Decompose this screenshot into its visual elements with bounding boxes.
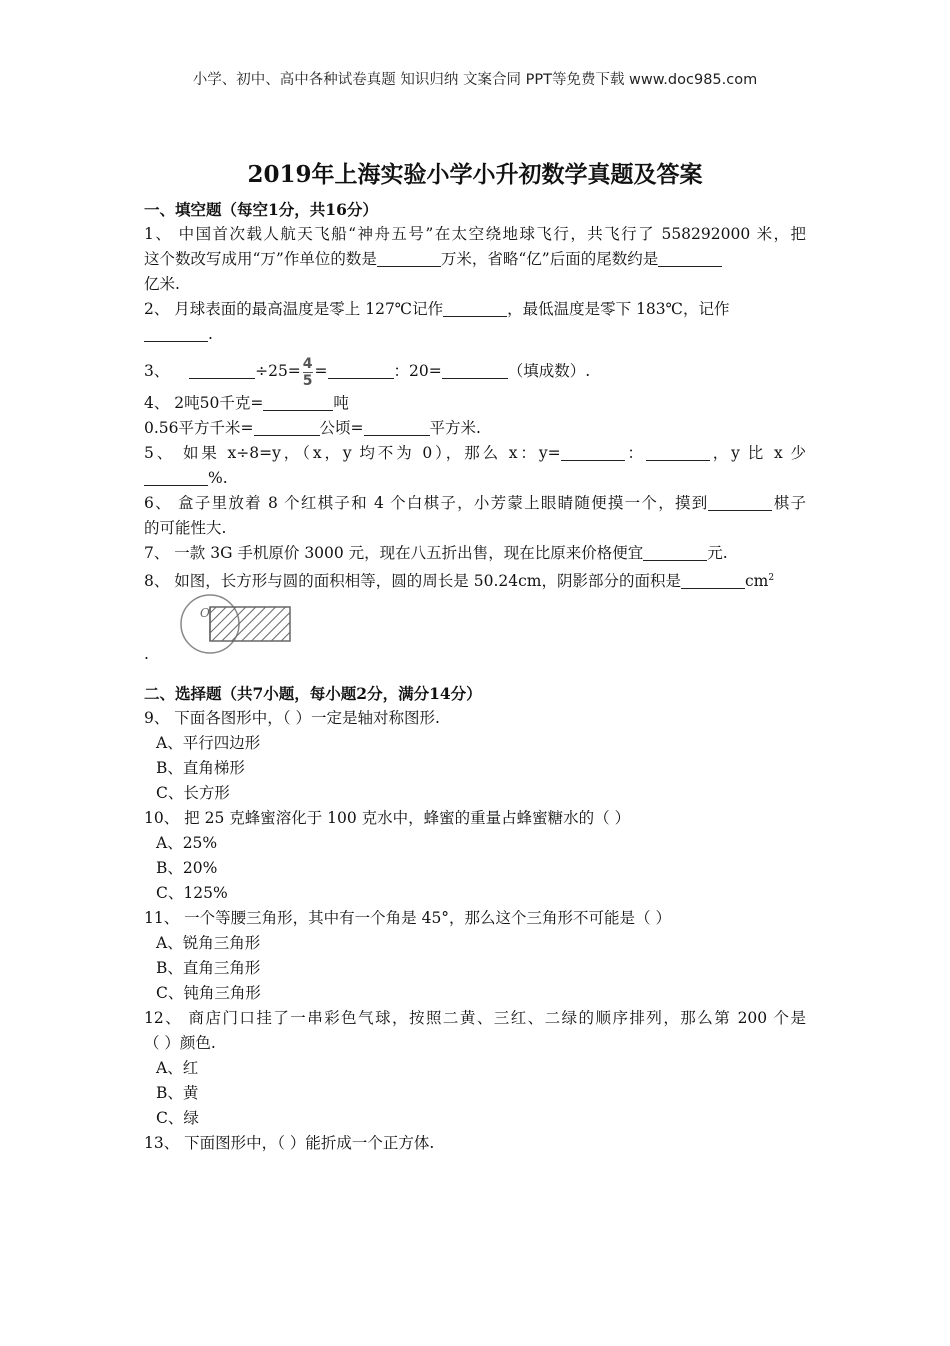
q11-option-c[interactable]: C、钝角三角形	[156, 984, 261, 1002]
q1-line3: 亿米.	[144, 275, 180, 293]
q3-suffix: （填成数）.	[507, 362, 591, 380]
exam-content	[144, 197, 806, 1156]
q2-text-b: ，最低温度是零下 183℃，记作	[507, 300, 730, 318]
q6-line1	[144, 491, 806, 516]
q7-blank[interactable]	[643, 544, 707, 561]
rectangle-shape	[210, 607, 290, 641]
q5-blank-2[interactable]	[646, 444, 710, 461]
q10-option-a[interactable]: A、25%	[156, 834, 218, 852]
q5-text-a: 5、 如果 x÷8=y，（x，y 均不为 0），那么 x：y=	[144, 444, 561, 462]
q3-ratio: ：20=	[393, 362, 442, 380]
q12-option-a[interactable]: A、红	[156, 1059, 199, 1077]
q12-option-b[interactable]: B、黄	[156, 1084, 199, 1102]
q10-question: 10、 把 25 克蜂蜜溶化于 100 克水中，蜂蜜的重量占蜂蜜糖水的（ ）	[144, 809, 631, 827]
q10-option-c[interactable]: C、125%	[156, 884, 228, 902]
q7-line	[144, 541, 806, 566]
q1-blank-2[interactable]	[658, 250, 722, 267]
q11-option-b[interactable]: B、直角三角形	[156, 959, 261, 977]
q12-question-line2: （ ）颜色.	[144, 1034, 216, 1052]
q4-text-d: 公顷=	[319, 419, 364, 437]
q9-option-b[interactable]: B、直角梯形	[156, 759, 245, 777]
q2-line1	[144, 297, 806, 322]
q2-blank-1[interactable]	[443, 300, 507, 317]
page-title: 2019年上海实验小学小升初数学真题及答案	[247, 161, 703, 188]
q4-blank-1[interactable]	[263, 394, 333, 411]
q1-line1: 1、 中国首次载人航天飞船“神舟五号”在太空绕地球飞行，共飞行了 558292000 米，把	[144, 225, 806, 243]
q7-text-b: 元.	[707, 544, 728, 562]
q5-blank-3[interactable]	[144, 469, 208, 486]
q6-line2: 的可能性大.	[144, 519, 227, 537]
q3-fraction	[303, 357, 313, 388]
q4-text-c: 0.56平方千米=	[144, 419, 254, 437]
q4-text-e: 平方米.	[429, 419, 481, 437]
page-header: 小学、初中、高中各种试卷真题 知识归纳 文案合同 PPT等免费下载 www.doc985.com	[192, 72, 758, 88]
q3-blank-2[interactable]	[328, 362, 394, 379]
q8-blank[interactable]	[681, 572, 745, 589]
q8-unit: cm	[744, 572, 769, 590]
fraction-numerator: 4	[302, 355, 313, 372]
q9-option-c[interactable]: C、长方形	[156, 784, 230, 802]
q2-line2	[144, 322, 806, 347]
section-1-heading: 一、填空题（每空1分，共16分）	[144, 200, 378, 219]
q4-blank-3[interactable]	[364, 419, 430, 436]
q3-blank-3[interactable]	[442, 362, 508, 379]
q4-text-b: 吨	[333, 394, 349, 412]
circle-rectangle-diagram	[180, 593, 300, 655]
q8-text-a: 8、 如图，长方形与圆的面积相等，圆的周长是 50.24cm，阴影部分的面积是	[144, 572, 681, 590]
center-label: O	[200, 606, 210, 620]
q10-option-b[interactable]: B、20%	[156, 859, 218, 877]
q2-text-a: 2、 月球表面的最高温度是零上 127℃记作	[144, 300, 444, 318]
q7-text-a: 7、 一款 3G 手机原价 3000 元，现在八五折出售，现在比原来价格便宜	[144, 544, 644, 562]
q8-unit-exponent: 2	[768, 573, 775, 583]
q8-tail: .	[144, 645, 149, 663]
q2-period: .	[208, 325, 213, 343]
q6-blank[interactable]	[708, 494, 772, 511]
q8-figure	[144, 593, 806, 663]
q4-line2	[144, 416, 806, 441]
q3-eq: =	[314, 362, 328, 380]
q4-blank-2[interactable]	[254, 419, 320, 436]
q4-text-a: 4、 2吨50千克=	[144, 394, 264, 412]
q5-line1	[144, 441, 806, 466]
q5-text-d: %.	[208, 469, 228, 487]
q8-line	[144, 566, 806, 591]
q4-line1	[144, 391, 806, 416]
q6-text-a: 6、 盒子里放着 8 个红棋子和 4 个白棋子，小芳蒙上眼睛随便摸一个，摸到	[144, 494, 709, 512]
q3-blank-1[interactable]	[189, 362, 255, 379]
q5-line2	[144, 466, 806, 491]
section-2-heading: 二、选择题（共7小题，每小题2分，满分14分）	[144, 684, 482, 703]
q5-text-c: ，y 比 x 少	[709, 444, 806, 462]
fraction-denominator: 5	[302, 372, 313, 389]
q5-text-b: ：	[624, 444, 646, 462]
q2-blank-2[interactable]	[144, 325, 208, 342]
q11-option-a[interactable]: A、锐角三角形	[156, 934, 261, 952]
q1-text-b: 万米，省略“亿”后面的尾数约是	[440, 250, 659, 268]
q3-div: ÷25=	[255, 362, 301, 380]
q1-blank-1[interactable]	[377, 250, 441, 267]
q12-question-line1: 12、 商店门口挂了一串彩色气球，按照二黄、三红、二绿的顺序排列，那么第 200 个是	[144, 1009, 806, 1027]
q1-line2	[144, 247, 806, 272]
q9-option-a[interactable]: A、平行四边形	[156, 734, 261, 752]
q5-blank-1[interactable]	[561, 444, 625, 461]
q1-text-a: 这个数改写成用“万”作单位的数是	[144, 250, 377, 268]
q3-line	[144, 351, 806, 391]
q3-number: 3、	[144, 362, 170, 380]
q11-question: 11、 一个等腰三角形，其中有一个角是 45°，那么这个三角形不可能是（ ）	[144, 909, 671, 927]
q6-text-b: 棋子	[772, 494, 806, 512]
q13-question: 13、 下面图形中，（ ）能折成一个正方体.	[144, 1134, 435, 1152]
q12-option-c[interactable]: C、绿	[156, 1109, 199, 1127]
q9-question: 9、 下面各图形中，（ ）一定是轴对称图形.	[144, 709, 440, 727]
